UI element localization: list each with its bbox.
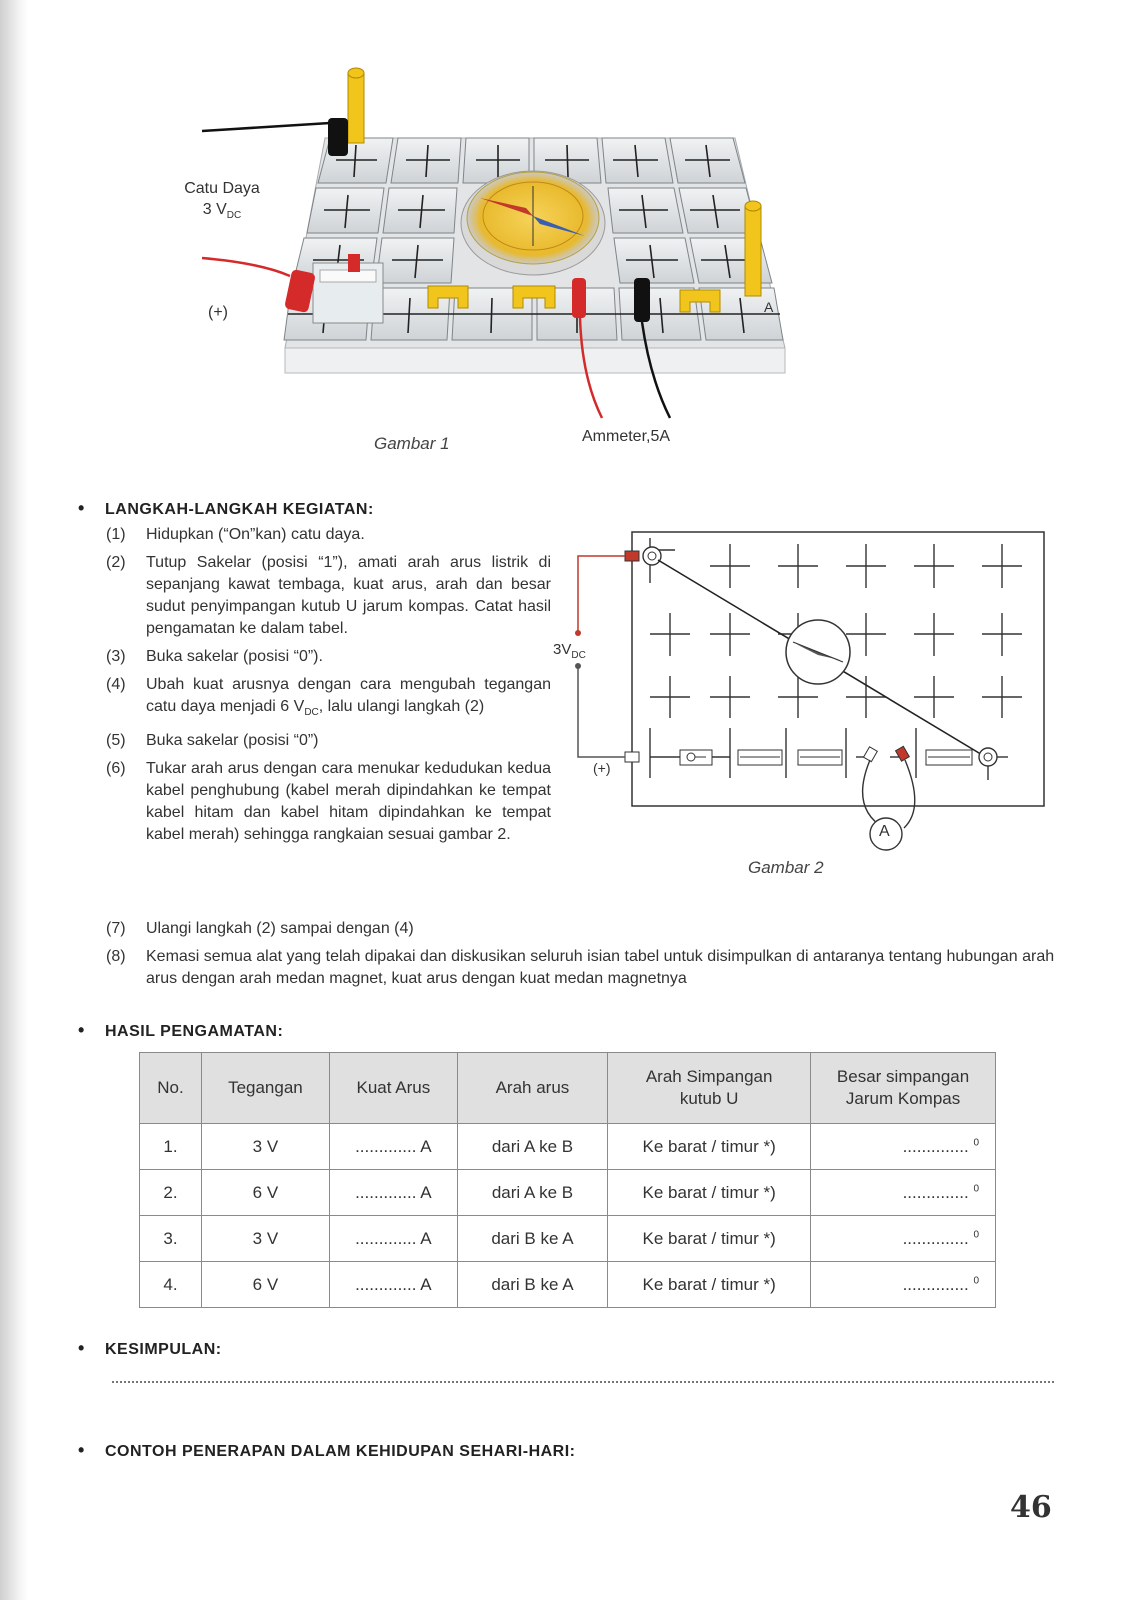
step-item	[106, 552, 551, 640]
results-heading	[78, 1020, 283, 1041]
fig2-voltage-sub: DC	[571, 650, 586, 661]
cell-current: ............. A	[329, 1262, 457, 1308]
conclusion-answer-line	[112, 1381, 1054, 1383]
column-header-deflection	[608, 1053, 811, 1124]
observation-table	[139, 1052, 996, 1308]
cell-direction: dari A ke B	[457, 1124, 607, 1170]
degree-mark: 0	[973, 1136, 979, 1148]
cell-voltage: 6 V	[201, 1262, 329, 1308]
cell-no: 1.	[140, 1124, 202, 1170]
step-number: (3)	[106, 648, 126, 665]
header-line: Arah Simpangan	[645, 1067, 773, 1086]
figure-1-caption: Gambar 1	[374, 434, 450, 453]
step-text: Ulangi langkah (2) sampai dengan (4)	[146, 920, 414, 937]
power-supply-voltage	[176, 199, 268, 226]
degree-mark: 0	[973, 1228, 979, 1240]
cell-deflection: Ke barat / timur *)	[608, 1124, 811, 1170]
step-text: Tutup Sakelar (posisi “1”), amati arah arus listrik di sepanjang kawat tembaga, kuat arus, arah dan besar sudut penyimpangan kutub U jarum kompas. Catat hasil pengamatan ke dalam tabel.	[146, 554, 551, 637]
cell-direction: dari B ke A	[457, 1262, 607, 1308]
step-number: (8)	[106, 948, 126, 965]
step-text	[146, 674, 551, 724]
cell-no: 2.	[140, 1170, 202, 1216]
step-text: Tukar arah arus dengan cara menukar kedudukan kedua kabel penghubung (kabel merah dipindahkan ke tempat kabel hitam dan kabel hitam dipindahkan ke tempat kabel merah) sehingga rangkaian sesuai gambar 2.	[146, 760, 551, 844]
power-supply-label	[176, 178, 268, 226]
step-number: (2)	[106, 554, 126, 571]
bullet: •	[78, 1338, 85, 1358]
steps-list-wide	[106, 918, 1066, 996]
cell-direction: dari A ke B	[457, 1170, 607, 1216]
step-item	[106, 646, 551, 668]
application-heading	[78, 1440, 576, 1461]
column-header-voltage: Tegangan	[201, 1053, 329, 1124]
cell-current: ............. A	[329, 1170, 457, 1216]
step-text-part: Ubah kuat arusnya dengan cara mengubah tegangan catu daya menjadi 6 V	[146, 676, 551, 715]
ammeter-label: Ammeter,5A	[582, 428, 671, 445]
fig2-ammeter-symbol: A	[879, 823, 890, 840]
degree-mark: 0	[973, 1274, 979, 1286]
step-number: (7)	[106, 920, 126, 937]
cell-voltage: 3 V	[201, 1124, 329, 1170]
cell-deflection: Ke barat / timur *)	[608, 1262, 811, 1308]
voltage-sub: DC	[226, 210, 242, 222]
conclusion-heading	[78, 1338, 222, 1359]
step-text: Buka sakelar (posisi “0”)	[146, 732, 319, 750]
cell-magnitude	[811, 1124, 996, 1170]
step-item	[106, 730, 551, 752]
power-supply-text: Catu Daya	[184, 180, 260, 197]
results-heading-text: HASIL PENGAMATAN:	[105, 1023, 284, 1040]
cell-current: ............. A	[329, 1216, 457, 1262]
header-line: Jarum Kompas	[845, 1089, 961, 1108]
steps-heading	[78, 498, 374, 519]
table-header-row	[140, 1053, 996, 1124]
magnitude-blank: ..............	[902, 1274, 969, 1294]
plus-terminal-label: (+)	[208, 304, 228, 321]
table-row	[140, 1216, 996, 1262]
header-line: kutub U	[679, 1089, 739, 1108]
bullet: •	[78, 1020, 85, 1040]
column-header-no: No.	[140, 1053, 202, 1124]
fig2-voltage-label	[553, 641, 586, 661]
cell-no: 3.	[140, 1216, 202, 1262]
cell-deflection: Ke barat / timur *)	[608, 1170, 811, 1216]
page-number: 46	[1010, 1490, 1052, 1525]
cell-magnitude	[811, 1170, 996, 1216]
step-item	[106, 674, 551, 724]
step-number: (4)	[106, 676, 126, 693]
steps-list	[106, 524, 551, 852]
figure-1-photo	[180, 58, 840, 438]
application-heading-text: CONTOH PENERAPAN DALAM KEHIDUPAN SEHARI-HARI:	[105, 1443, 576, 1460]
step-item	[106, 758, 551, 846]
column-header-direction: Arah arus	[457, 1053, 607, 1124]
step-item	[106, 918, 1066, 940]
step-text: Buka sakelar (posisi “0”).	[146, 648, 323, 665]
figure-2-diagram	[560, 528, 1060, 878]
step-number: (6)	[106, 760, 126, 778]
magnitude-blank: ..............	[902, 1182, 969, 1202]
voltage-main: 3 V	[202, 201, 227, 218]
step-text: Kemasi semua alat yang telah dipakai dan diskusikan seluruh isian tabel untuk disimpulkan di antaranya tentang hubungan arah arus dengan arah medan magnet, kuat arus dengan kuat medan magnetnya	[146, 948, 1055, 987]
cell-voltage: 3 V	[201, 1216, 329, 1262]
table-row	[140, 1170, 996, 1216]
step-item	[106, 946, 1066, 990]
bullet: •	[78, 498, 85, 518]
cell-magnitude	[811, 1216, 996, 1262]
column-header-current: Kuat Arus	[329, 1053, 457, 1124]
step-number: (5)	[106, 732, 126, 750]
figure-2-caption: Gambar 2	[748, 858, 824, 877]
step-number: (1)	[106, 526, 126, 543]
step-text-part: , lalu ulangi langkah (2)	[318, 698, 485, 715]
cell-current: ............. A	[329, 1124, 457, 1170]
step-text-subscript: DC	[304, 707, 319, 719]
bullet: •	[78, 1440, 85, 1460]
step-item	[106, 524, 551, 546]
steps-heading-text: LANGKAH-LANGKAH KEGIATAN:	[105, 501, 374, 518]
magnitude-blank: ..............	[902, 1136, 969, 1156]
table-row	[140, 1262, 996, 1308]
degree-mark: 0	[973, 1182, 979, 1194]
cell-deflection: Ke barat / timur *)	[608, 1216, 811, 1262]
magnitude-blank: ..............	[902, 1228, 969, 1248]
page-binding-shadow	[0, 0, 28, 1600]
fig2-plus-label: (+)	[593, 760, 611, 776]
conclusion-heading-text: KESIMPULAN:	[105, 1341, 222, 1358]
cell-no: 4.	[140, 1262, 202, 1308]
cell-magnitude	[811, 1262, 996, 1308]
cell-direction: dari B ke A	[457, 1216, 607, 1262]
column-header-magnitude	[811, 1053, 996, 1124]
header-line: Besar simpangan	[836, 1067, 970, 1086]
fig2-voltage-main: 3V	[553, 641, 572, 658]
cell-voltage: 6 V	[201, 1170, 329, 1216]
terminal-a-label: A	[764, 299, 774, 315]
table-row	[140, 1124, 996, 1170]
step-text: Hidupkan (“On”kan) catu daya.	[146, 526, 365, 543]
